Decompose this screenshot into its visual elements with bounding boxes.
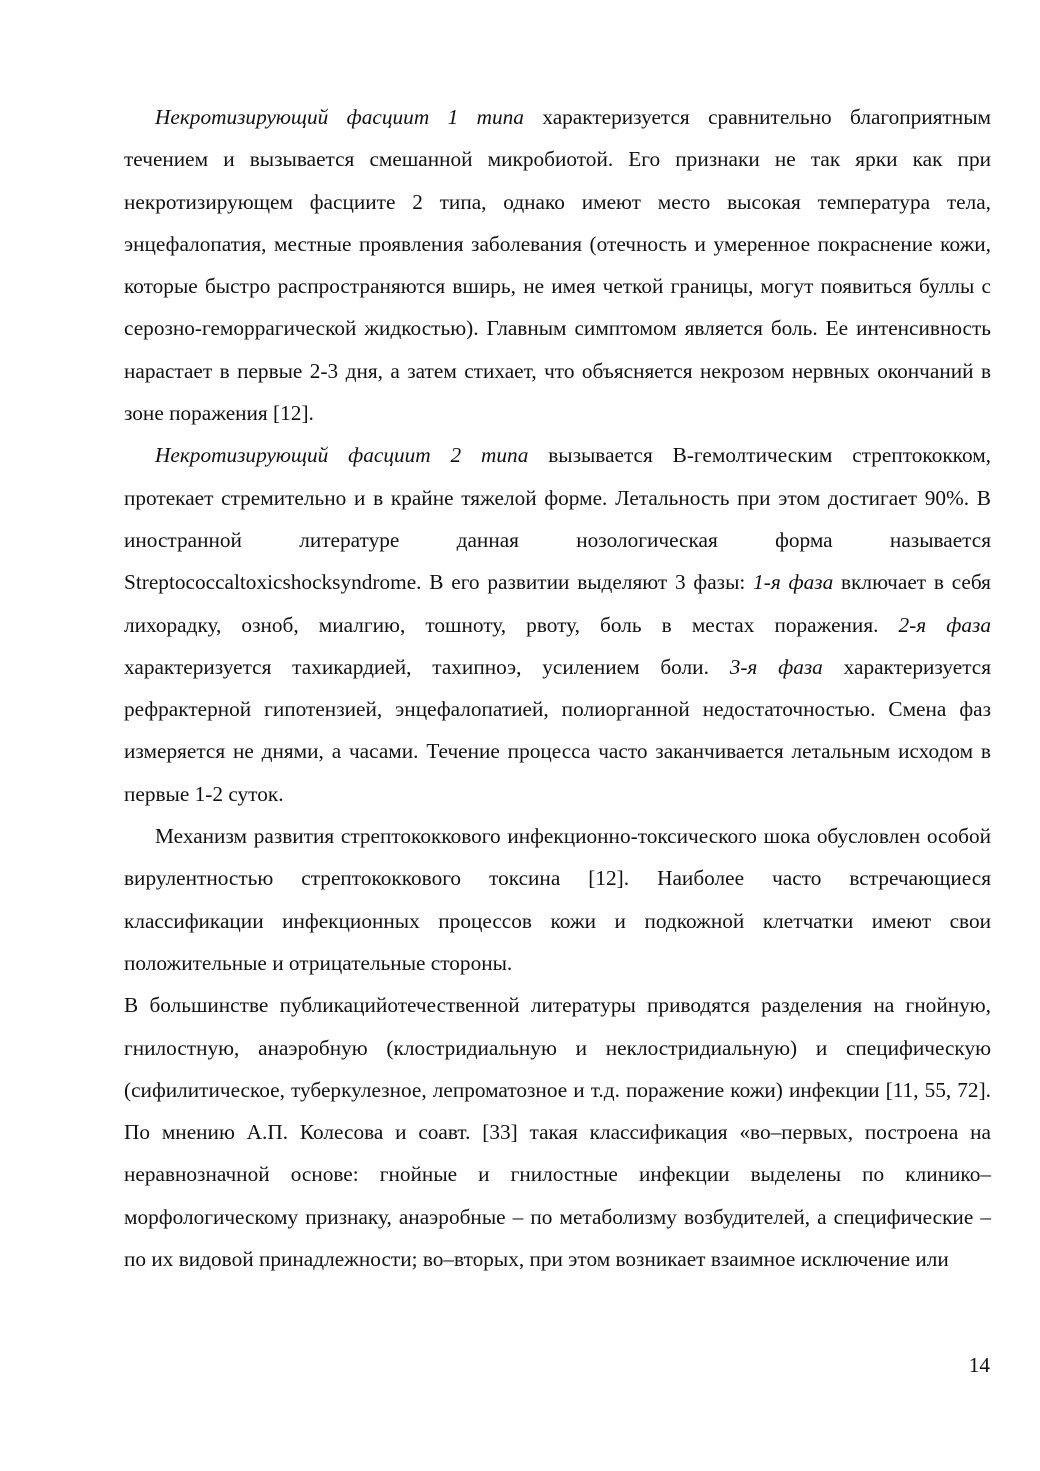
paragraph-toxic-shock-mechanism [124, 815, 991, 984]
page-number: 14 [968, 1353, 990, 1377]
paragraph-text: вызывается B-гемолтическим стрептококком, протекает стремительно и в крайне тяжелой форме. Летальность при этом достигает 90%. В иностранной литературе данная нозологическая форма называется Streptococcaltoxicshocksyndrome. В его развитии выделяют 3 фазы: [124, 443, 991, 595]
paragraph-classification [124, 984, 991, 1280]
paragraph-text: характеризуется сравнительно благоприятным течением и вызывается смешанной микробиотой. Его признаки не так ярки как при некротизирующем фасциите 2 типа, однако имеют место высокая температура тела, энцефалопатия, местные проявления заболевания (отечность и умеренное покраснение кожи, которые быстро распространяются вширь, не имея четкой границы, могут появиться буллы с серозно-геморрагической жидкостью). Главным симптомом является боль. Ее интенсивность нарастает в первые 2-3 дня, а затем стихает, что объясняется некрозом нервных окончаний в зоне поражения [12]. [124, 105, 991, 426]
term-phase-2: 2-я фаза [898, 612, 991, 637]
paragraph-text: Механизм развития стрептококкового инфекционно-токсического шока обусловлен особой вирулентностью стрептококкового токсина [12]. Наиболее часто встречающиеся классификации инфекционных процессов кожи и подкожной клетчатки имеют свои положительные и отрицательные стороны. [124, 824, 991, 975]
term-fasciitis-type-1: Некротизирующий фасциит 1 типа [155, 105, 524, 129]
term-phase-1: 1-я фаза [753, 570, 834, 595]
paragraph-necrotizing-fasciitis-type-2 [124, 434, 991, 815]
term-phase-3: 3-я фаза [729, 654, 823, 679]
term-fasciitis-type-2: Некротизирующий фасциит 2 типа [155, 443, 529, 468]
paragraph-text: характеризуется тахикардией, тахипноэ, усилением боли. [124, 654, 730, 679]
paragraph-text: В большинстве публикацийотечественной литературы приводятся разделения на гнойную, гнилостную, анаэробную (клостридиальную и неклостридиальную) и специфическую (сифилитическое, туберкулезное, лепроматозное и т.д. поражение кожи) инфекции [11, 55, 72]. По мнению А.П. Колесова и соавт. [33] такая классификация «во–первых, построена на неравнозначной основе: гнойные и гнилостные инфекции выделены по клинико–морфологическому признаку, анаэробные – по метаболизму возбудителей, а специфические – по их видовой принадлежности; во–вторых, при этом возникает взаимное исключение или [124, 993, 991, 1272]
paragraph-text: включает в себя лихорадку, озноб, миалгию, тошноту, рвоту, боль в местах поражения. [124, 570, 991, 637]
document-body [124, 96, 991, 1280]
paragraph-text: характеризуется рефрактерной гипотензией, энцефалопатией, полиорганной недостаточностью. Смена фаз измеряется не днями, а часами. Течение процесса часто заканчивается летальным исходом в первые 1-2 суток. [124, 654, 992, 806]
paragraph-necrotizing-fasciitis-type-1 [124, 96, 991, 434]
